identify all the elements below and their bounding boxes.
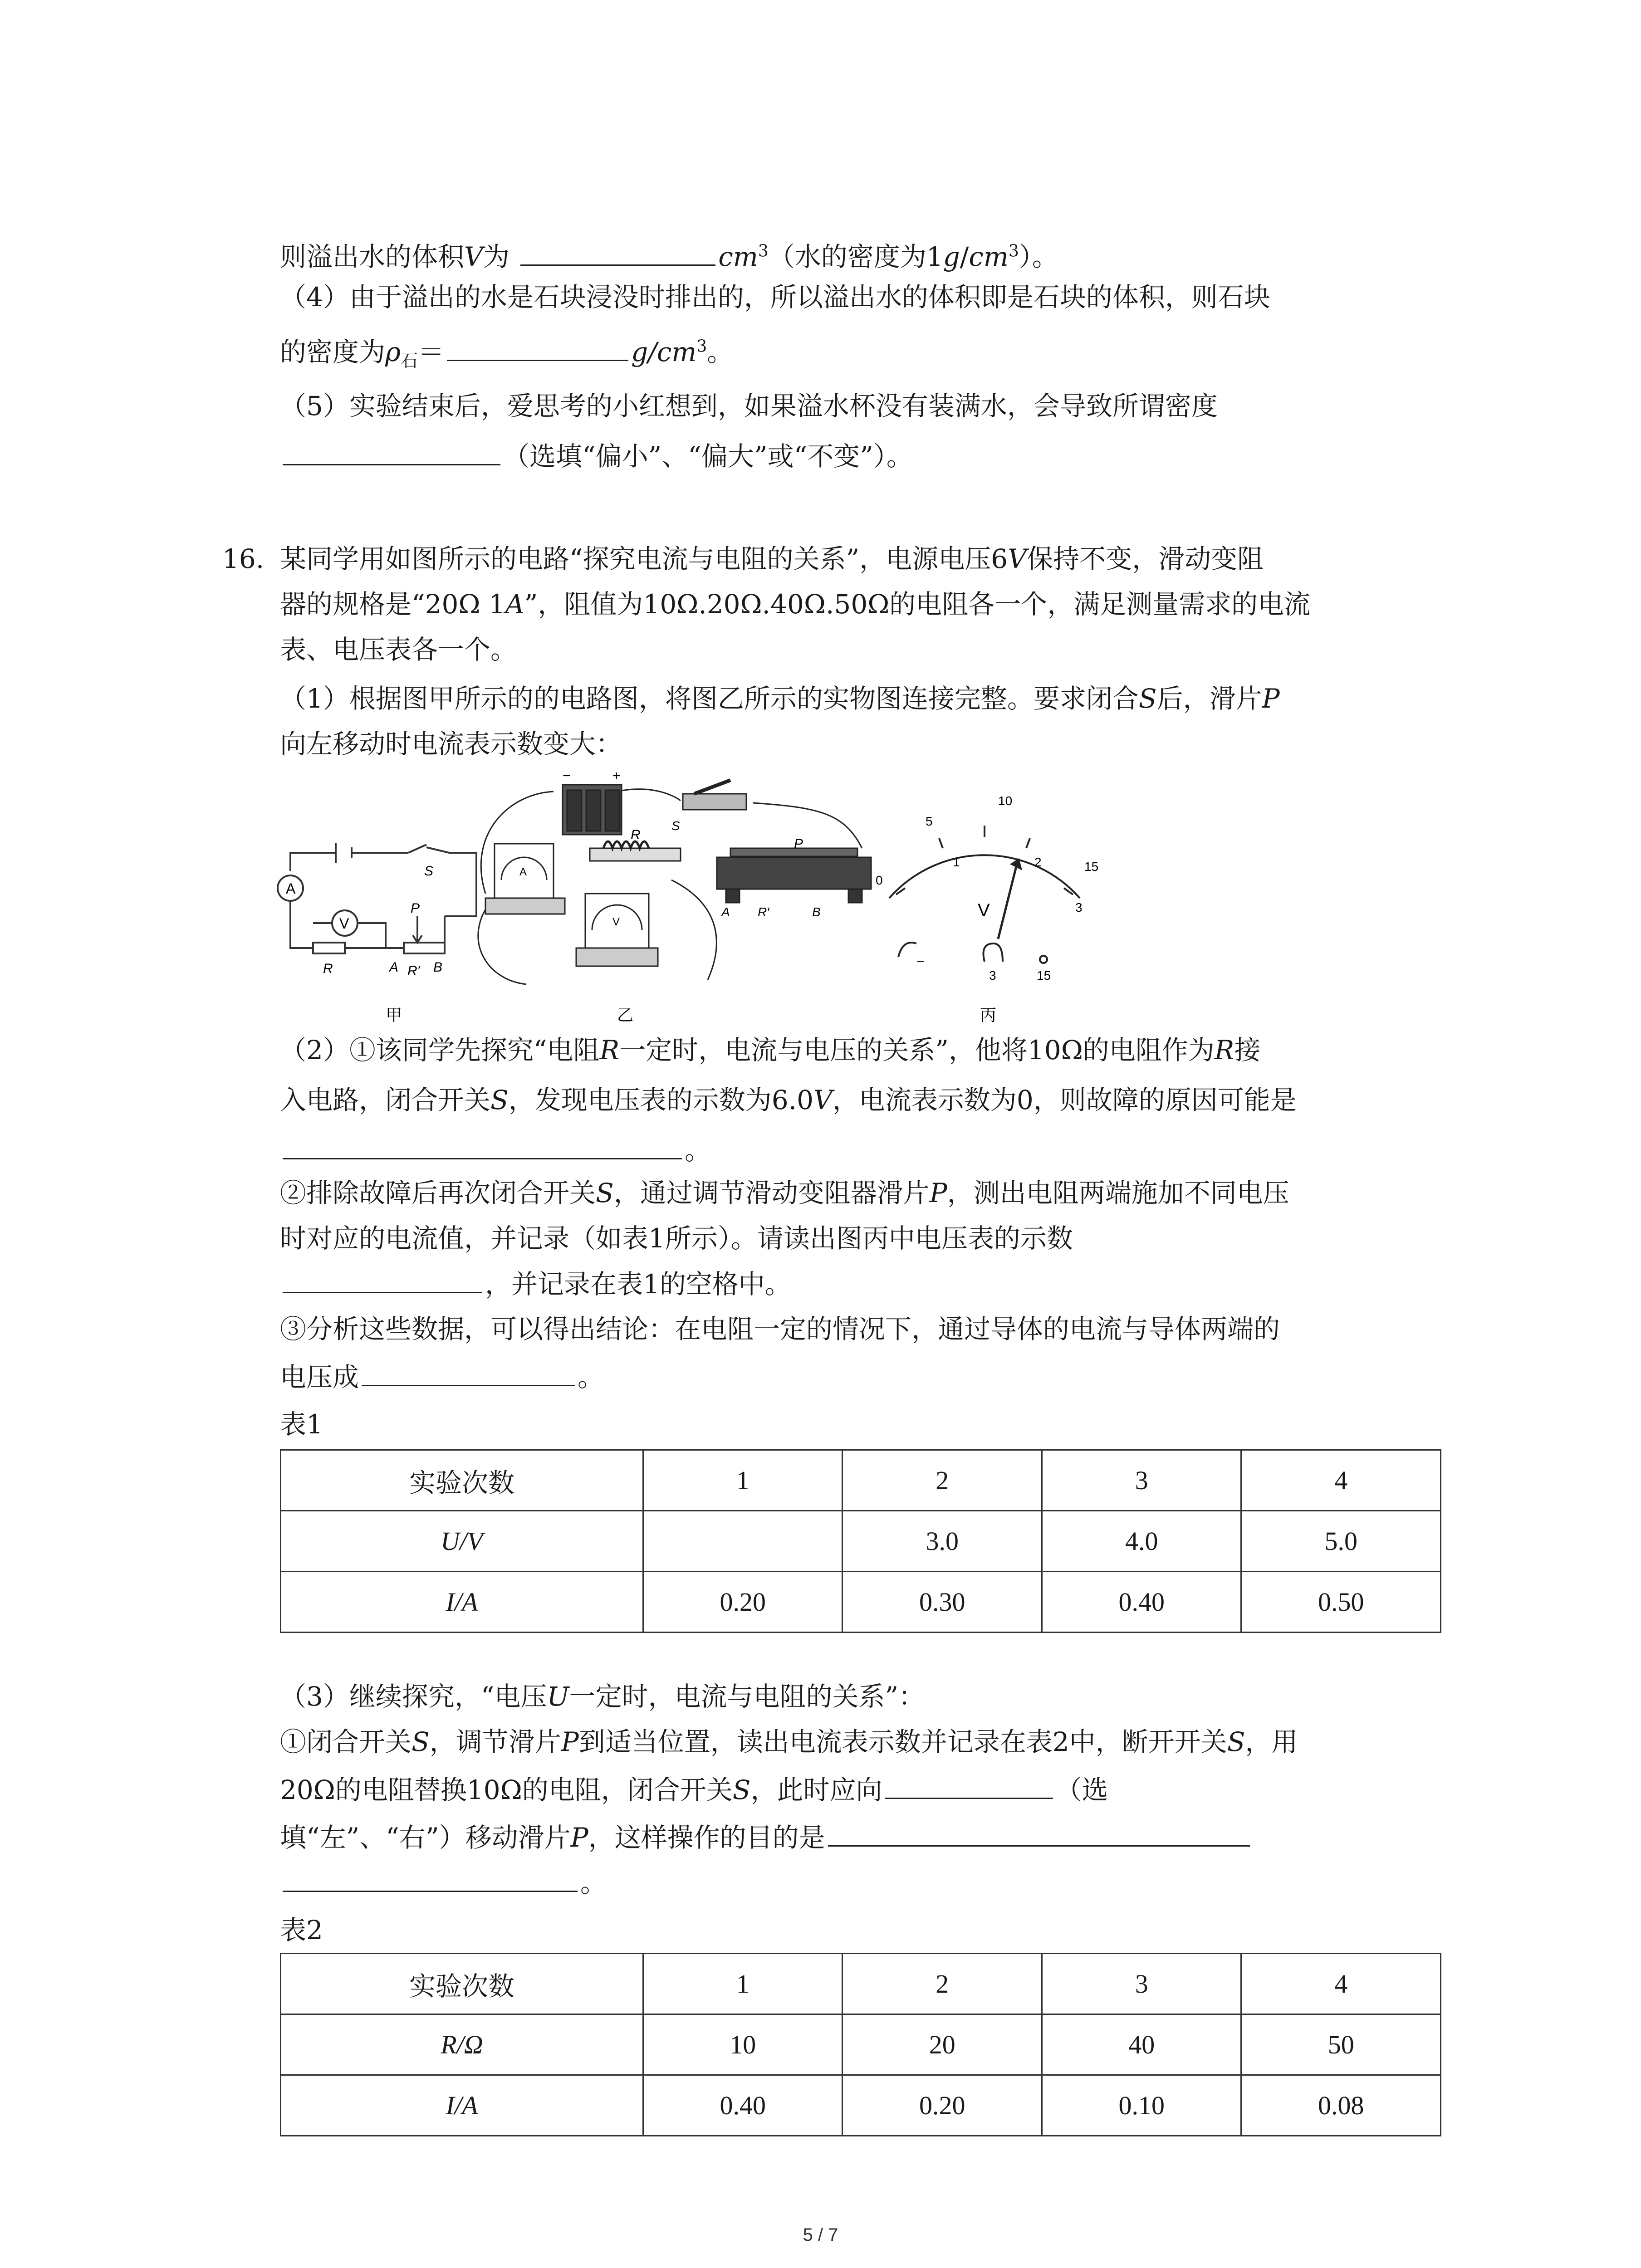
q16-part2-line7: ③分析这些数据，可以得出结论：在电阻一定的情况下，通过导体的电流与导体两端的: [280, 1314, 1280, 1344]
terminal-minus: −: [916, 953, 925, 969]
q16-line3: 表、电压表各一个。: [280, 634, 517, 665]
q16-line2: 器的规格是“20Ω 1A”，阻值为10Ω.20Ω.40Ω.50Ω的电阻各一个，满足测量需求的电流: [280, 589, 1311, 620]
table-row: [281, 1511, 1441, 1572]
table-cell: 40: [1042, 2014, 1241, 2075]
dial-tick-0: 0: [876, 873, 883, 887]
q16-part3-line4: 填“左”、“右”）移动滑片P，这样操作的目的是: [280, 1819, 1253, 1856]
setup-slider-label: P: [794, 836, 803, 851]
table-cell: 0.20: [843, 2075, 1042, 2136]
table-cell: 2: [843, 1954, 1042, 2014]
q15-density-line: 的密度为$\rho_石= g/cm^3$。: [280, 333, 733, 379]
table-cell-blank[interactable]: [643, 1511, 843, 1572]
table-cell: U/V: [281, 1511, 643, 1572]
q16-part2-line4: ②排除故障后再次闭合开关S，通过调节滑动变阻器滑片P，测出电阻两端施加不同电压: [280, 1178, 1289, 1208]
q15-part5-cont: （选填“偏小”、“偏大”或“不变”）。: [280, 438, 913, 474]
q16-part2-line8: 电压成 。: [280, 1359, 604, 1395]
resistor-label: R: [323, 961, 333, 976]
battery-plus: +: [612, 768, 621, 783]
ammeter-label: A: [286, 880, 296, 897]
dial-tick-5: 5: [926, 814, 933, 828]
table1-caption: 表1: [280, 1409, 323, 1440]
table2-caption: 表2: [280, 1915, 323, 1945]
setup-switch-label: S: [671, 819, 680, 833]
table-cell: 10: [643, 2014, 843, 2075]
apparatus-yi: [478, 780, 871, 984]
q16-part1: （1）根据图甲所示的的电路图，将图乙所示的实物图连接完整。要求闭合S后，滑片P: [280, 683, 1280, 714]
answer-blank[interactable]: [283, 1132, 682, 1159]
rheostat-label: R′: [407, 963, 420, 978]
table-cell: 0.40: [643, 2075, 843, 2136]
q15-part4: （4）由于溢出的水是石块浸没时排出的，所以溢出水的体积即是石块的体积，则石块: [280, 282, 1270, 313]
answer-blank[interactable]: [283, 1266, 482, 1293]
schematic-jia: [278, 843, 476, 953]
dial-tick-15: 15: [1084, 860, 1099, 874]
terminal-15: 15: [1037, 968, 1051, 982]
terminal-b-label: B: [433, 960, 443, 975]
q16-part3-line3: 20Ω的电阻替换10Ω的电阻，闭合开关S，此时应向 （选: [280, 1771, 1108, 1808]
q16-part2-line3: 。: [280, 1132, 711, 1168]
q16-line1: 某同学用如图所示的电路“探究电流与电阻的关系”，电源电压6V保持不变，滑动变阻: [280, 543, 1264, 574]
q16-part3-line2: ①闭合开关S，调节滑片P到适当位置，读出电流表示数并记录在表2中，断开开关S，用: [280, 1726, 1298, 1757]
figure-jia-caption: 甲: [386, 1006, 402, 1024]
q16-part2-line5: 时对应的电流值，并记录（如表1所示）。请读出图丙中电压表的示数: [280, 1223, 1073, 1254]
setup-resistor-label: R: [631, 827, 641, 842]
table-cell: 3: [1042, 1954, 1241, 2014]
q16-part1-cont: 向左移动时电流表示数变大：: [280, 728, 622, 759]
setup-ammeter-label: A: [519, 866, 527, 878]
setup-voltmeter-label: V: [612, 916, 620, 928]
table-cell: 实验次数: [281, 1954, 643, 2014]
terminal-3: 3: [989, 968, 996, 982]
figure-bing-caption: 丙: [980, 1006, 997, 1024]
answer-blank[interactable]: [283, 438, 500, 465]
table-cell: 3.0: [843, 1511, 1042, 1572]
setup-rheostat: R′: [758, 905, 769, 919]
table-row: [281, 1572, 1441, 1633]
figure-yi-caption: 乙: [617, 1006, 634, 1024]
table-cell: 4: [1241, 1450, 1441, 1511]
table-cell: 4: [1241, 1954, 1441, 2014]
table-cell: 1: [643, 1450, 843, 1511]
answer-blank[interactable]: [885, 1771, 1053, 1799]
table-cell: 50: [1241, 2014, 1441, 2075]
q16-part3-line1: （3）继续探究，“电压U一定时，电流与电阻的关系”：: [280, 1681, 925, 1712]
dial-tick-1: 1: [953, 855, 960, 869]
table-cell: 3: [1042, 1450, 1241, 1511]
circuit-figure: [272, 767, 1180, 1030]
table-cell: 4.0: [1042, 1511, 1241, 1572]
dial-unit: V: [978, 900, 990, 920]
table-cell: 2: [843, 1450, 1042, 1511]
table-cell: I/A: [281, 1572, 643, 1633]
dial-tick-10: 10: [998, 794, 1013, 808]
table-cell: 0.20: [643, 1572, 843, 1633]
switch-label: S: [424, 864, 434, 879]
dial-tick-2: 2: [1034, 855, 1042, 869]
q16-part2-line1: （2）①该同学先探究“电阻R一定时，电流与电压的关系”，他将10Ω的电阻作为R接: [280, 1035, 1261, 1066]
table-cell: 5.0: [1241, 1511, 1441, 1572]
table-row: [281, 2075, 1441, 2136]
table-cell: R/Ω: [281, 2014, 643, 2075]
q15-volume-line: 则溢出水的体积V为 $cm^3$（水的密度为$1g/cm^3$）。: [280, 238, 1058, 275]
dial-tick-3: 3: [1075, 900, 1083, 914]
table-row: [281, 1954, 1441, 2014]
q15-part5: （5）实验结束后，爱思考的小红想到，如果溢水杯没有装满水，会导致所谓密度: [280, 391, 1218, 421]
table-cell: 20: [843, 2014, 1042, 2075]
voltmeter-dial-bing: [889, 826, 1080, 963]
voltmeter-label: V: [339, 915, 349, 932]
table-cell: 0.08: [1241, 2075, 1441, 2136]
q16-part2-line6: ，并记录在表1的空格中。: [280, 1266, 791, 1302]
setup-terminal-b: B: [812, 905, 821, 919]
answer-blank[interactable]: [828, 1819, 1250, 1847]
page-number: 5 / 7: [803, 2225, 838, 2245]
table-cell: 实验次数: [281, 1450, 643, 1511]
terminal-a-label: A: [389, 960, 399, 975]
q16-part3-line5: 。: [280, 1864, 607, 1901]
q16-part2-line2: 入电路，闭合开关S，发现电压表的示数为6.0V，电流表示数为0，则故障的原因可能是: [280, 1085, 1297, 1115]
table-cell: I/A: [281, 2075, 643, 2136]
table-row: [281, 1450, 1441, 1511]
answer-blank[interactable]: [520, 238, 715, 266]
table2: [280, 1953, 1441, 2136]
table1: [280, 1449, 1441, 1633]
table-row: [281, 2014, 1441, 2075]
table-cell: 0.30: [843, 1572, 1042, 1633]
table-cell: 0.10: [1042, 2075, 1241, 2136]
answer-blank[interactable]: [447, 333, 628, 361]
table-cell: 0.40: [1042, 1572, 1241, 1633]
battery-minus: −: [563, 768, 571, 783]
table-cell: 1: [643, 1954, 843, 2014]
setup-terminal-a: A: [721, 905, 730, 919]
question-number: 16.: [222, 543, 265, 574]
slider-label: P: [411, 901, 420, 916]
answer-blank[interactable]: [283, 1864, 578, 1892]
table-cell: 0.50: [1241, 1572, 1441, 1633]
answer-blank[interactable]: [362, 1359, 575, 1386]
